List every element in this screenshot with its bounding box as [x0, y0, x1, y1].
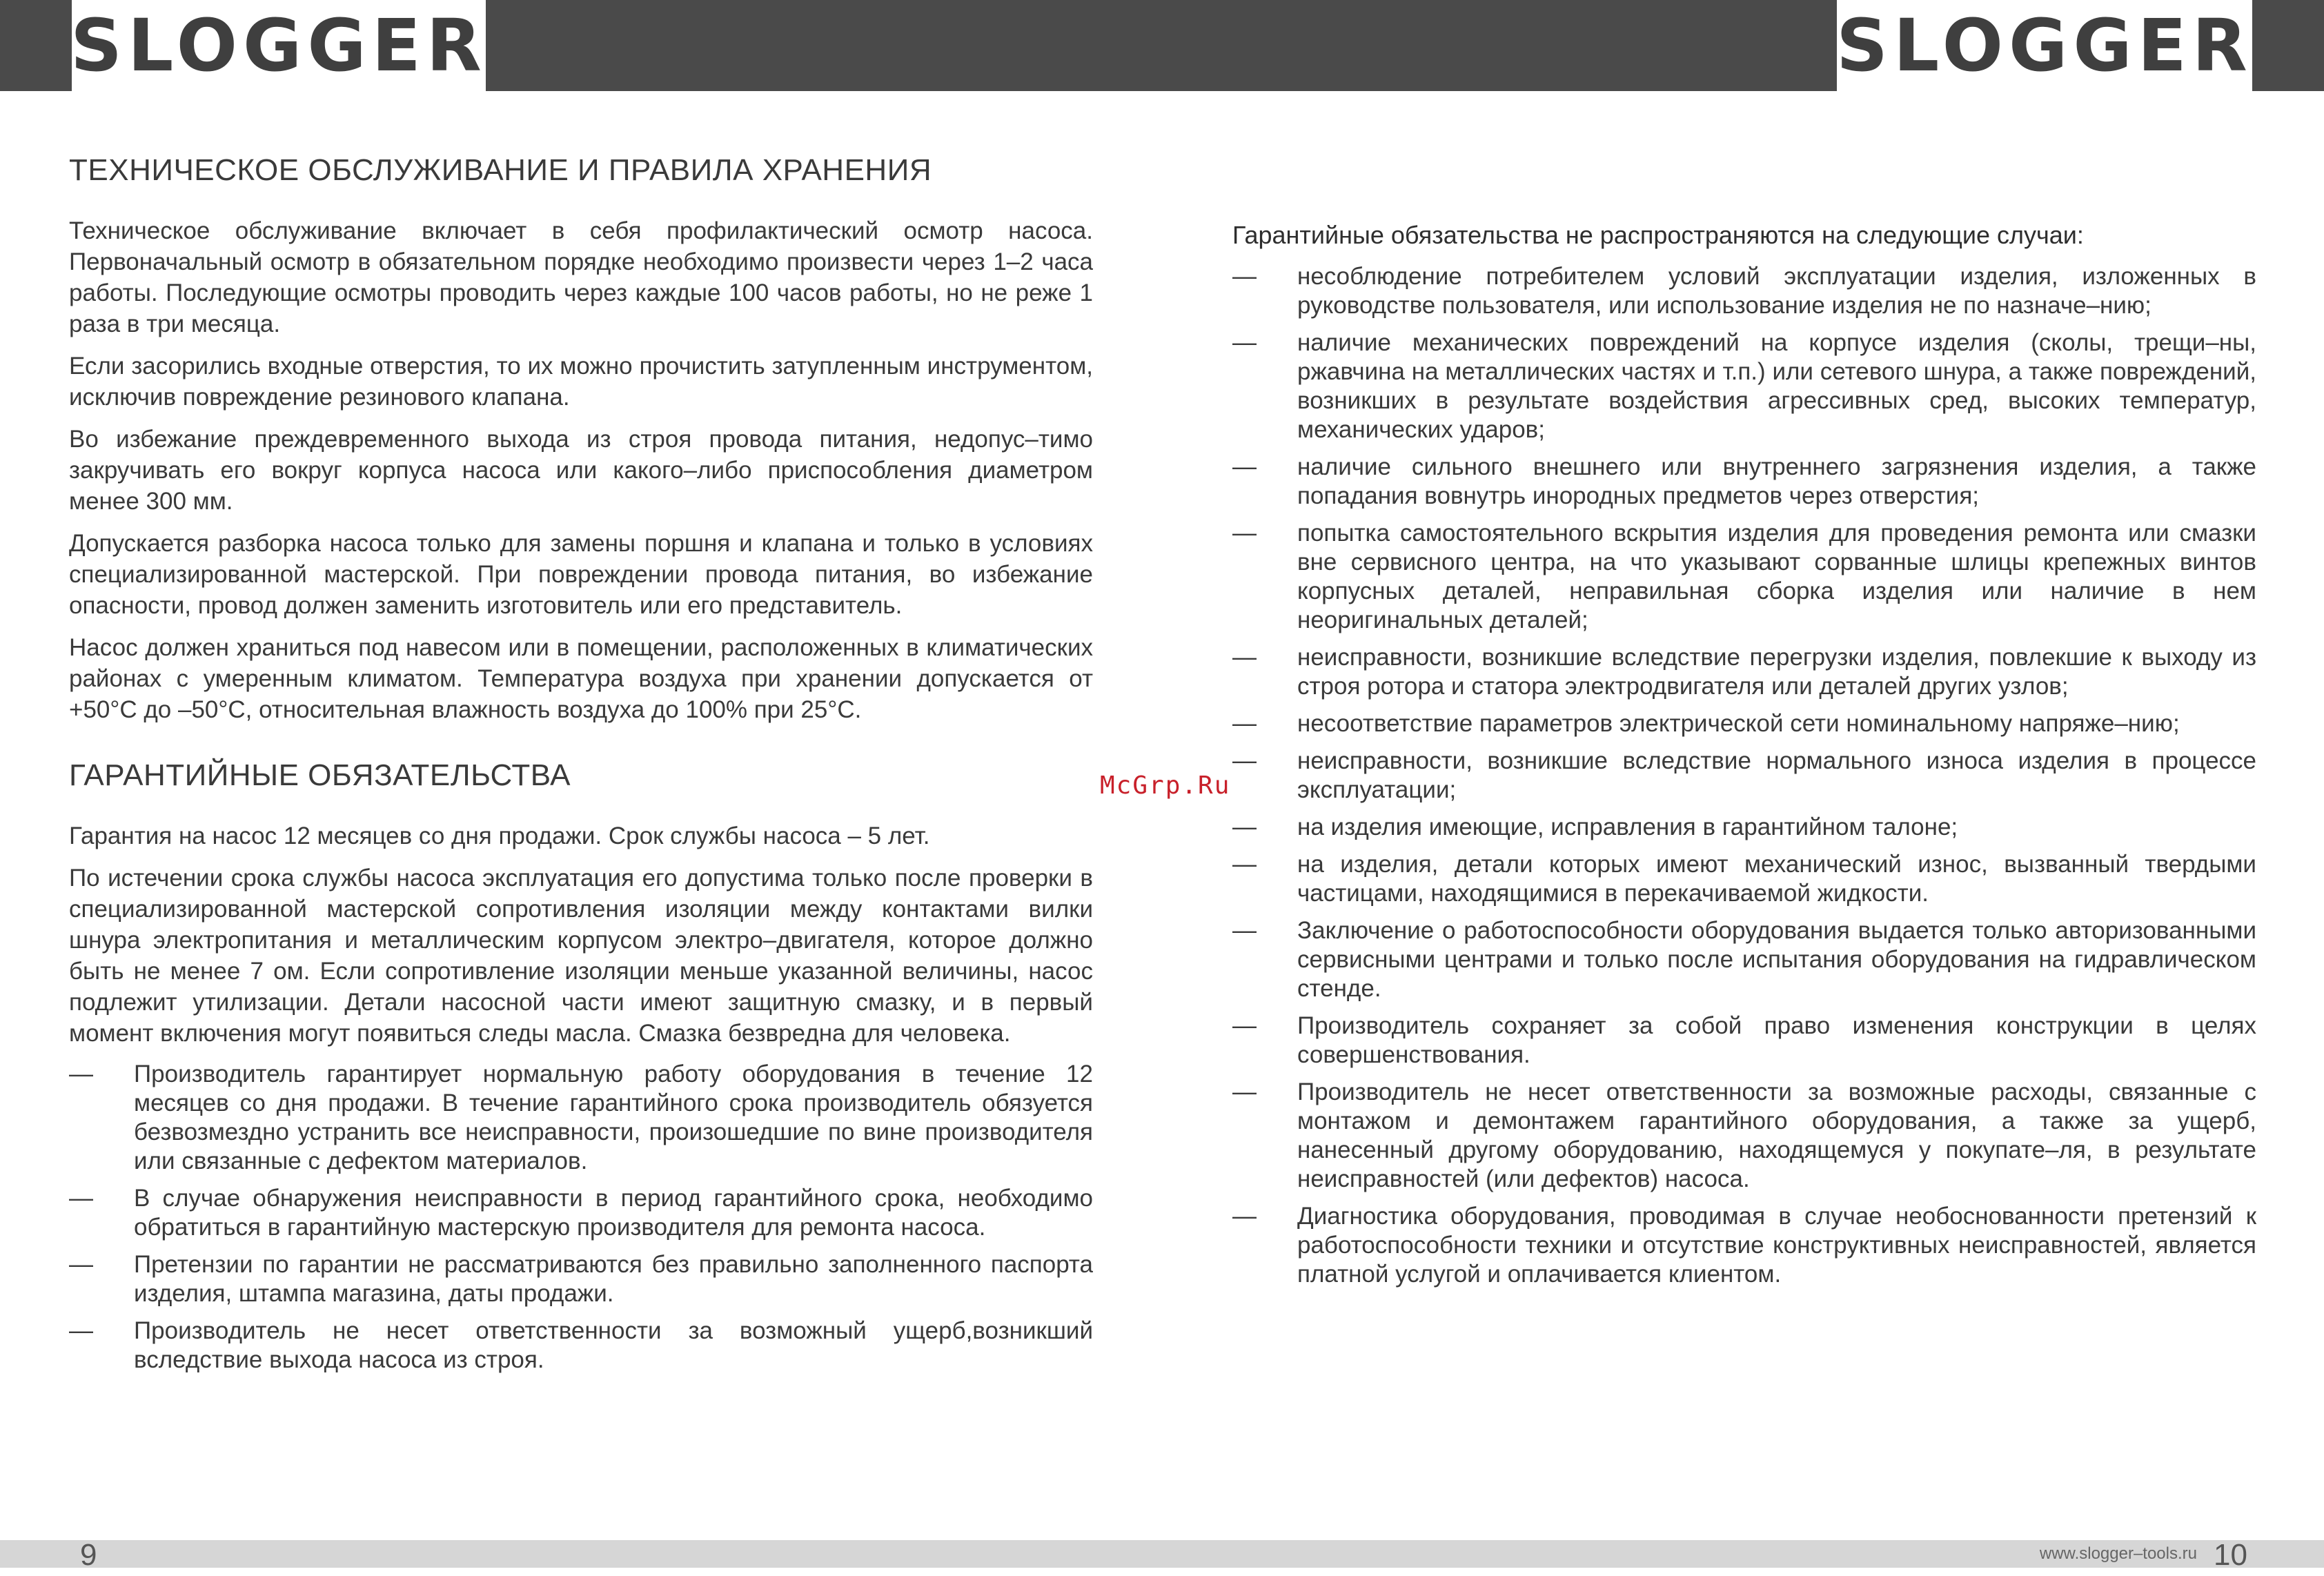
list-item-text: наличие сильного внешнего или внутреннего загрязнения изделия, а также попадания вовнутрь инородных предметов через отверстия; [1297, 453, 2256, 509]
dash-bullet: — [1232, 814, 1257, 840]
list-item-text: неисправности, возникшие вследствие перегрузки изделия, повлекшие к выходу из строя ротора и статора электродвигателя или деталей других узлов; [1297, 644, 2256, 700]
right-column [1232, 219, 2256, 1297]
paragraph: По истечении срока службы насоса эксплуатация его допустима только после проверки в специализированной мастерской сопротивления изоляции между контактами вилки шнура электропитания и металлическим корпусом электро–двигателя, которое должно быть не менее 7 ом. Если сопротивление изоляции меньше указанной величины, насос подлежит утилизации. Детали насосной части имеют защитную смазку, и в первый момент включения могут появиться следы масла. Смазка безвредна для человека. [69, 865, 1093, 1047]
warranty-terms-list [69, 1060, 1093, 1375]
list-item-text: неисправности, возникшие вследствие нормального износа изделия в процессе эксплуатации; [1297, 747, 2256, 803]
website-link[interactable]: www.slogger–tools.ru [2039, 1544, 2197, 1563]
list-item-text: наличие механических повреждений на корпусе изделия (сколы, трещи–ны, ржавчина на металлических частях и т.п.) или сетевого шнура, а также повреждений, возникших в результате воздействия агрессивных сред, высоких температур, механических ударов; [1297, 329, 2256, 443]
dash-bullet: — [1232, 1203, 1257, 1230]
list-item [1232, 328, 2256, 444]
paragraph: Насос должен храниться под навесом или в помещении, расположенных в климатических районах с умеренным климатом. Температура воздуха при хранении допускается от +50°С до –50°С, относительная влажность воздуха до 100% при 25°С. [69, 634, 1093, 723]
paragraph: Гарантия на насос 12 месяцев со дня продажи. Срок службы насоса – 5 лет. [69, 823, 930, 849]
section-title-maintenance: ТЕХНИЧЕСКОЕ ОБСЛУЖИВАНИЕ И ПРАВИЛА ХРАНЕНИЯ [69, 153, 932, 187]
list-item [69, 1317, 1093, 1375]
dash-bullet: — [69, 1317, 93, 1344]
logo-right-text: SLOGGER [1836, 3, 2253, 88]
footer-bar [0, 1538, 2324, 1572]
list-item [1232, 519, 2256, 635]
list-item [1232, 262, 2256, 320]
list-item-text: Производитель не несет ответственности за возможный ущерб,возникший вследствие выхода насоса из строя. [134, 1317, 1093, 1373]
section-title-warranty: ГАРАНТИЙНЫЕ ОБЯЗАТЕЛЬСТВА [69, 758, 571, 792]
paragraph: Во избежание преждевременного выхода из строя провода питания, недопус–тимо закручивать его вокруг корпуса насоса или какого–либо приспособления диаметром менее 300 мм. [69, 426, 1093, 515]
list-item [1232, 453, 2256, 511]
logo-left [72, 0, 486, 91]
dash-bullet: — [1232, 1078, 1257, 1105]
list-item-text: попытка самостоятельного вскрытия изделия для проведения ремонта или смазки вне сервисного центра, на что указывают сорванные шлицы крепежных винтов корпусных деталей, неправильная сборка изделия или наличие в нем неоригинальных деталей; [1297, 520, 2256, 633]
dash-bullet: — [1232, 851, 1257, 878]
list-item-text: несоответствие параметров электрической сети номинальному напряже–нию; [1297, 710, 2180, 737]
exclusions-list [1232, 262, 2256, 1289]
page-number-right: 10 [2214, 1538, 2247, 1572]
paragraph: Допускается разборка насоса только для замены поршня и клапана и только в условиях специализированной мастерской. При повреждении провода питания, во избежание опасности, провод должен заменить изготовитель или его представитель. [69, 530, 1093, 619]
dash-bullet: — [69, 1061, 93, 1087]
logo-right [1837, 0, 2252, 91]
list-item [1232, 1012, 2256, 1070]
list-item [1232, 747, 2256, 805]
dash-bullet: — [1232, 453, 1257, 480]
list-item-text: несоблюдение потребителем условий эксплуатации изделия, изложенных в руководстве пользователя, или использование изделия не по назначе–нию; [1297, 263, 2256, 319]
list-item-text: на изделия имеющие, исправления в гарантийном талоне; [1297, 814, 1958, 840]
dash-bullet: — [69, 1185, 93, 1212]
list-item [69, 1060, 1093, 1176]
list-item-text: Претензии по гарантии не рассматриваются без правильно заполненного паспорта изделия, штампа магазина, даты продажи. [134, 1251, 1093, 1307]
dash-bullet: — [1232, 329, 1257, 356]
dash-bullet: — [1232, 747, 1257, 774]
dash-bullet: — [1232, 710, 1257, 737]
dash-bullet: — [1232, 520, 1257, 546]
list-item [1232, 709, 2256, 738]
list-item [1232, 643, 2256, 701]
exclusions-lead: Гарантийные обязательства не распространяются на следующие случаи: [1232, 221, 2084, 249]
list-item [1232, 850, 2256, 908]
paragraph: Техническое обслуживание включает в себя профилактический осмотр насоса. Первоначальный осмотр в обязательном порядке необходимо произвести через 1–2 часа работы. Последующие осмотры проводить через каждые 100 часов работы, но не реже 1 раза в три месяца. [69, 217, 1093, 337]
list-item [1232, 1078, 2256, 1194]
list-item [1232, 813, 2256, 842]
dash-bullet: — [1232, 917, 1257, 944]
dash-bullet: — [1232, 1012, 1257, 1039]
logo-left-text: SLOGGER [70, 3, 487, 88]
list-item-text: Производитель гарантирует нормальную работу оборудования в течение 12 месяцев со дня продажи. В течение гарантийного срока производитель обязуется безвозмездно устранить все неисправности, произошедшие по вине производителя или связанные с дефектом материалов. [134, 1061, 1093, 1174]
list-item-text: Диагностика оборудования, проводимая в случае необоснованности претензий к работоспособности техники и отсутствие конструктивных неисправностей, является платной услугой и оплачивается клиентом. [1297, 1203, 2256, 1288]
dash-bullet: — [1232, 644, 1257, 671]
dash-bullet: — [1232, 263, 1257, 290]
list-item-text: Заключение о работоспособности оборудования выдается только авторизованными сервисными центрами и только после испытания оборудования на гидравлическом стенде. [1297, 917, 2256, 1002]
list-item-text: В случае обнаружения неисправности в период гарантийного срока, необходимо обратиться в гарантийную мастерскую производителя для ремонта насоса. [134, 1185, 1093, 1241]
list-item [69, 1184, 1093, 1242]
page-number-left: 9 [80, 1538, 97, 1572]
list-item [1232, 1202, 2256, 1289]
list-item [69, 1250, 1093, 1308]
paragraph: Если засорились входные отверстия, то их можно прочистить затупленным инструментом, исключив повреждение резинового клапана. [69, 353, 1093, 411]
list-item [1232, 916, 2256, 1003]
list-item-text: Производитель сохраняет за собой право изменения конструкции в целях совершенствования. [1297, 1012, 2256, 1068]
watermark: McGrp.Ru [1100, 771, 1231, 800]
dash-bullet: — [69, 1251, 93, 1278]
list-item-text: на изделия, детали которых имеют механический износ, вызванный твердыми частицами, находящимися в перекачиваемой жидкости. [1297, 851, 2256, 907]
left-column [69, 153, 1093, 1383]
list-item-text: Производитель не несет ответственности за возможные расходы, связанные с монтажом и демонтажем гарантийного оборудования, а также за ущерб, нанесенный другому оборудованию, находящемуся у покупате–ля, в результате неисправностей (или дефектов) насоса. [1297, 1078, 2256, 1192]
